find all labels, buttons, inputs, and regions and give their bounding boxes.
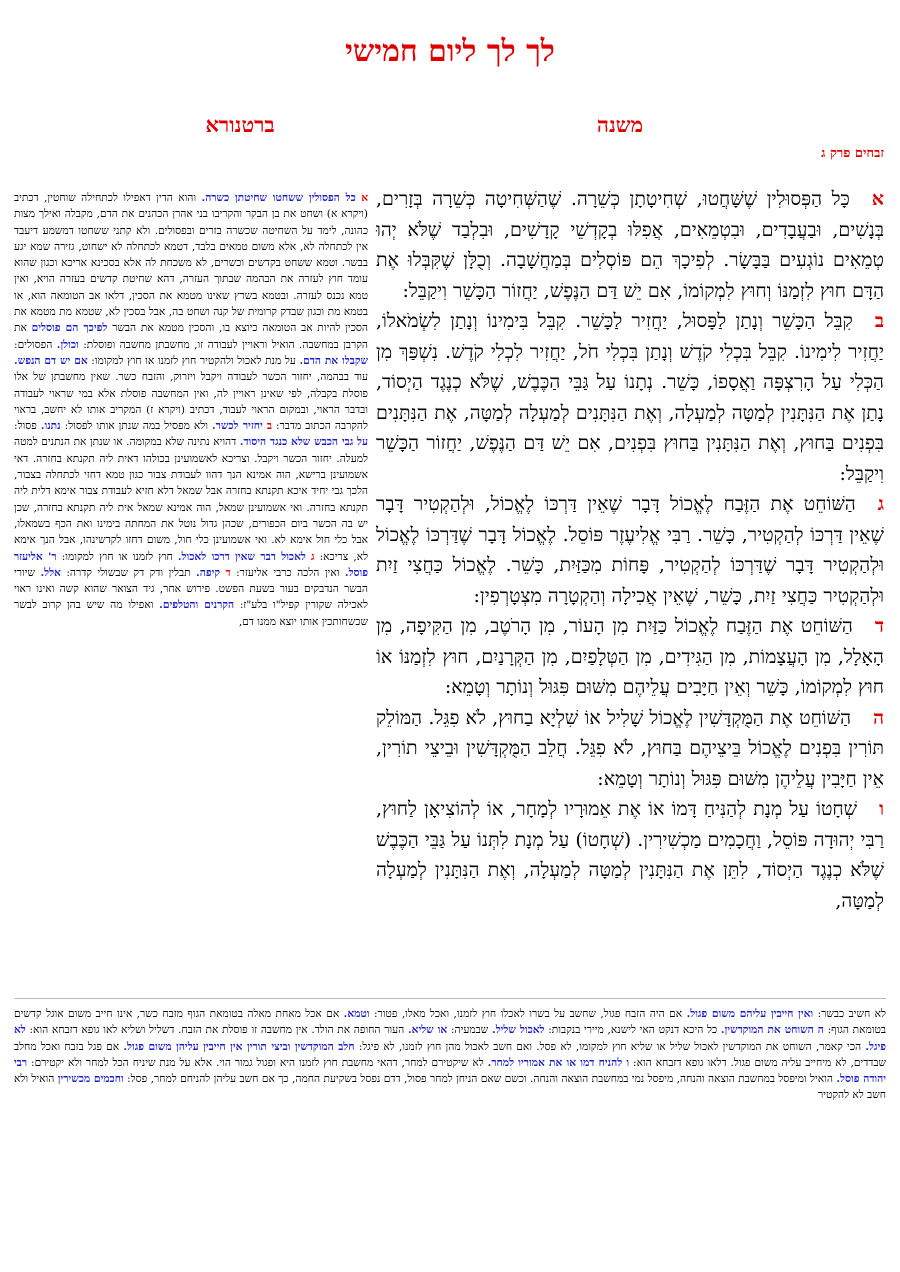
dibbur-hamatchil: שקבלו את הדם. <box>299 354 368 367</box>
bartenura-continuation <box>14 1006 886 1104</box>
mishnah-text <box>376 184 884 916</box>
dibbur-hamatchil: לאכול דבר שאין דרכו לאכול. <box>177 550 306 563</box>
mishnah-number: א <box>871 188 884 210</box>
dibbur-hamatchil: יחזיר לכשר. <box>211 420 263 433</box>
commentary-text: חוץ לזמנו או חוץ למקומו: <box>61 550 173 563</box>
dibbur-hamatchil: וטמא. <box>343 1008 370 1020</box>
commentary-text: לא חשיב כבשר: <box>817 1008 886 1020</box>
mishnah-body: הַשּׁוֹחֵט אֶת הַזֶּבַח לֶאֱכוֹל דָּבָר שֶׁאֵין דַּרְכּוֹ לֶאֱכוֹל, וּלְהַקְטִיר דָּבָר שֶׁאֵין דַּרְכּוֹ לְהַקְטִיר, כָּשֵׁר. רַבִּי אֱלִיעֶזֶר פּוֹסֵל. לֶאֱכוֹל דָּבָר שֶׁדַּרְכּוֹ לֶאֱכוֹל וּלְהַקְטִיר דָּבָר שֶׁדַּרְכּוֹ לְהַקְטִיר, פָּחוֹת מִכַּזַּיִת, כָּשֵׁר. לֶאֱכוֹל כַּחֲצִי זַיִת וּלְהַקְטִיר כַּחֲצִי זַיִת, כָּשֵׁר, שֶׁאֵין אֲכִילָה וְהַקְטָרָה מִצְטָרְפִין: <box>376 493 884 607</box>
mishnah-body: כָּל הַפְּסוּלִין שֶׁשָּׁחֲטוּ, שְׁחִיטָתָן כְּשֵׁרָה. שֶׁהַשְּׁחִיטָה כְּשֵׁרָה בְּזָרִים, בְּנָשִׁים, וּבַעֲבָדִים, וּבִטְמֵאִים, אֲפִלּוּ בְקָדְשֵׁי קָדָשִׁים, וּבִלְבַד שֶׁלֹּא יְהוּ טְמֵאִים נוֹגְעִים בַּבָּשָׂר. לְפִיכָךְ הֵם פּוֹסְלִים בְּמַחֲשָׁבָה. וְכֻלָּן שֶׁקִּבְּלוּ אֶת הַדָּם חוּץ לִזְמַנּוֹ וְחוּץ לִמְקוֹמוֹ, אִם יֵשׁ דַּם הַנֶּפֶשׁ, יַחֲזוֹר הַכָּשֵׁר וִיקַבֵּל: <box>376 188 884 302</box>
mishnah-paragraph <box>376 306 884 489</box>
dibbur-hamatchil: ואין חייבין עליהם משום פגול. <box>686 1008 814 1020</box>
dibbur-hamatchil: על גבי הכבש שלא כנגד היסוד. <box>239 436 368 449</box>
commentary-text: הפסולים: <box>14 338 53 351</box>
commentary-text: הואיל ולא חשב לא להקטיר <box>14 1073 886 1102</box>
dibbur-hamatchil: אם יש דם הנפש. <box>14 354 88 367</box>
dibbur-hamatchil: קיפה. <box>196 566 221 579</box>
dibbur-hamatchil: הקרנים והטלפים. <box>159 599 235 612</box>
commentary-text: והוא הדין דאפילו לכתחילה שוחטין, דכתיב (ויקרא א) ושחט את בן הבקר והקריבו בני אהרן הכהנים את הדם, מקבלה ואילך מצות כהונה, לימד על השחיטה שכשרה בזרים ובפסולים. ולא קתני ששחטו דמשמע דיעבד אין לכתחלה לא, אלא משום טמאים בלבד, דטמא לכתחלה לא ישחוט, גזירה שמא יגע בבשר. וטמא ששחט בקדשים וכשרים, לא משכחת לה אלא בסכינא אריכא וכגון שהוא עומד חוץ לעזרה את הבהמה שבתוך העזרה, דהא שחיטת קדשים בעזרה הויא, ואין טמא נכנס לעזרה. ובטמא בשרץ שאינו מטמא את הסכין, דלאו אב הטומאה הוא, או בטמא מת וכגון שבדק קרומית של קנה ושחט בה, אבל בסכין לא, שטמא מת מטמא את הסכין להיות אב הטומאה כיוצא בו, והסכין מטמא את הבשר <box>14 192 368 335</box>
commentary-text: ואין הלכה כרבי אליעזר: <box>236 566 340 579</box>
commentary-text: ולא מפסיל במה שנתן אותו לפסול: <box>64 420 208 433</box>
mishnah-body: הַשּׁוֹחֵט אֶת הַמֻּקְדָּשִׁין לֶאֱכוֹל שָׁלִיל אוֹ שִׁלְיָא בַחוּץ, לֹא פִגֵּל. הַמּוֹלֵק תּוֹרִין בִּפְנִים לֶאֱכוֹל בֵּיצֵיהֶם בַּחוּץ, לֹא פִגֵּל. חֲלֵב הַמֻּקְדָּשִׁין וּבֵיצֵי תוֹרִין, אֵין חַיָּבִין עֲלֵיהֶן מִשּׁוּם פִּגּוּל וְנוֹתָר וְטָמֵא: <box>376 706 884 790</box>
mishnah-number: ב <box>874 310 884 332</box>
commentary-text: עוד בבהמה, יחזור הכשר לעבודה ויקבל ויזרוק, והזבח כשר. שאין מחשבתן של אלו פוסלת בקבלה, לפי שאינן ראויין לה, ואין המחשבה פוסלת אלא במי שראוי לעבודה ובדבר הראוי, ובמקום הראוי לעבוד, דכתיב (ויקרא ז) המקריב אותו לא יחשב, בראוי להקרבה הכתוב מדבר: <box>14 371 368 433</box>
mishnah-paragraph <box>376 794 884 916</box>
divider <box>14 998 886 999</box>
commentary-text: כל היכא דנקט האי לישנא, מיירי בנקבות: <box>548 1024 718 1037</box>
mishnah-paragraph <box>376 703 884 795</box>
dibbur-hamatchil: נתנו. <box>40 420 61 433</box>
commentary-number: ג <box>310 550 315 563</box>
commentary-text: ואפילו מה שיש בהן קרוב לבשר שכשחותכין אותו יוצא ממנו דם, <box>14 599 368 628</box>
dibbur-hamatchil: וחכמים מכשירין <box>57 1073 124 1086</box>
dibbur-hamatchil: ו להניח דמו או את אמוריו למחר. <box>487 1056 630 1069</box>
commentary-flow <box>14 1006 886 1104</box>
dibbur-hamatchil: ה השוחט את המוקדשין. <box>720 1024 824 1037</box>
dibbur-hamatchil: או שליא. <box>407 1024 448 1037</box>
mishnah-paragraph <box>376 611 884 703</box>
commentary-number: ד <box>225 566 231 579</box>
commentary-flow <box>14 190 368 630</box>
mishna-column-header: משנה <box>596 112 644 137</box>
commentary-text: על מנת לאכול ולהקטיר חוץ לזמנו או חוץ למקומו: <box>91 354 296 367</box>
mishnah-body: קִבֵּל הַכָּשֵׁר וְנָתַן לַפָּסוּל, יַחֲזִיר לַכָּשֵׁר. קִבֵּל בִּימִינוֹ וְנָתַן לִשְׂמֹאלוֹ, יַחֲזִיר לִימִינוֹ. קִבֵּל בִּכְלִי קֹדֶשׁ וְנָתַן בִּכְלִי חֹל, יַחֲזִיר לִכְלִי קֹדֶשׁ. נִשְׁפַּךְ מִן הַכְּלִי עַל הָרִצְפָּה וַאֲסָפוֹ, כָּשֵׁר. נְתָנוֹ עַל גַּבֵּי הַכֶּבֶשׁ, שֶׁלֹּא כְנֶגֶד הַיְסוֹד, נָתַן אֶת הַנִּתָּנִין לְמַטָּה לְמַעְלָה, וְאֶת הַנִּתָּנִים לְמַעְלָה לְמַטָּה, אֶת הַנִּתָּנִים בִּפְנִים בַּחוּץ, וְאֶת הַנִּתָּנִין בַּחוּץ בִּפְנִים, אִם יֵשׁ דַּם הַנֶּפֶשׁ, יַחֲזוֹר הַכָּשֵׁר וִיקַבֵּל: <box>376 310 884 485</box>
mishnah-number: ה <box>873 706 884 729</box>
commentary-text: שבמעיה: <box>450 1024 489 1037</box>
commentary-text: לא שיקטירם למחר, דהאי מחשבת חוץ לזמנו היא ופגול גמור הוי. אלא על מנת שיניח הכל למחר ולא יקטירם: <box>31 1056 484 1069</box>
commentary-text: אם פגל בזבח ואכל מחלב שבדדים, לא מיחייב עליה משום פגול. דלאו גופא דזבחא הוא: <box>14 1040 886 1069</box>
mishnah-number: ג <box>877 493 884 515</box>
commentary-text: הכי קאמר, השוחט את המוקדשין לאכול שליל או שליא חוץ למקומו, לא פסל. ואם חשב לאכול מהן חוץ לזמנו, לא פיגל: <box>358 1040 862 1053</box>
commentary-number: ב <box>266 420 272 433</box>
dibbur-hamatchil: לא פיגל. <box>14 1024 887 1053</box>
dibbur-hamatchil: כל הפסולין ששחטו שחיטתן כשרה. <box>201 192 356 204</box>
commentary-text: דהויא נתינה שלא במקומה. או שנתן את הנתנים למטה למעלה. יחזור הכשר ויקבל. וצריכא לאשמועינן בכולהו דאית ליה תקנתא בחזרה. דאי אשמועינן ברישא, הוה אמינא הנך דהוו לעבודת צבור כגון טמא דחזי לכתחלה בצבור, הלכך גבי יחיד איכא תקנתא בחזרה אבל שמאל דלא חזיא לעבודת צבור אימא דלית ליה תקנתא בחזרה. ואי אשמועינן שמאל, הוה אמינא שמאל אית ליה תקנתא בחזרה, שכן יש בה הכשר ביום הכפורים, שכהן גדול נוטל את המחתה בימינו ואת הכף בשמאלו, אבל כלי חול אימא לא. ואי אשמועינן כלי חול, משום דחזו לקדשינהו, אבל הנך אימא לא, צריכא: <box>14 436 369 563</box>
mishnah-body: הַשּׁוֹחֵט אֶת הַזֶּבַח לֶאֱכוֹל כַּזַּיִת מִן הָעוֹר, מִן הָרֹטֶב, מִן הַקִּיפָה, מִן הָאָלָל, מִן הָעֲצָמוֹת, מִן הַגִּידִים, מִן הַטְּלָפַיִם, מִן הַקְּרָנַיִם, חוּץ לִזְמַנּוֹ אוֹ חוּץ לִמְקוֹמוֹ, כָּשֵׁר וְאֵין חַיָּבִים עֲלֵיהֶם מִשּׁוּם פִּגּוּל וְנוֹתָר וְטָמֵא: <box>376 615 884 698</box>
commentary-text: אם היה הזבח פגול, שחשב על בשרו לאכלו חוץ לזמנו, ואכל מאלו, פטור: <box>373 1008 683 1020</box>
commentary-text: תבלין ודק דק שבשולי קדרה: <box>66 566 191 579</box>
dibbur-hamatchil: לפיכך הם פוסלים <box>31 322 108 335</box>
commentary-text: שיורי הבשר הנדבקים בעור בשעת הפשט. פירוש אחר, גיד הצואר שהוא קשה ואינו ראוי לאכילה שקורין קפיל"ו בלע"ז: <box>14 566 368 612</box>
commentary-text: פסול: <box>14 420 37 433</box>
dibbur-hamatchil: ר' אליעזר פוסל. <box>14 550 369 579</box>
page-title: לך לך ליום חמישי <box>345 34 555 69</box>
dibbur-hamatchil: רבי יהודה פוסל. <box>14 1056 886 1086</box>
bartenura-column-header: ברטנורא <box>205 112 275 137</box>
mishnah-number: ו <box>879 798 884 820</box>
dibbur-hamatchil: לאכול שליל. <box>492 1024 545 1037</box>
mishnah-body: שְׁחָטוֹ עַל מְנָת לְהַנִּיחַ דָּמוֹ אוֹ אֶת אֵמוּרָיו לְמָחָר, אוֹ לְהוֹצִיאָן לַחוּץ, רַבִּי יְהוּדָה פּוֹסֵל, וַחֲכָמִים מַכְשִׁירִין. (שְׁחָטוֹ) עַל מְנָת לִתְּנוֹ עַל גַּבֵּי הַכֶּבֶשׁ שֶׁלֹּא כְנֶגֶד הַיְסוֹד, לִתֵּן אֶת הַנִּתָּנִין לְמַטָּה לְמַעְלָה, וְאֶת הַנִּתָּנִין לְמַעְלָה לְמַטָּה, <box>376 798 884 912</box>
mishnah-number: ד <box>874 615 884 637</box>
commentary-number: א <box>361 192 368 204</box>
commentary-text: את הקרבן במחשבה. הואיל וראויין לעבודה זו, מחשבתן מחשבה ופוסלת: <box>14 322 368 351</box>
dibbur-hamatchil: וכולן. <box>56 338 79 351</box>
dibbur-hamatchil: חלב המוקדשין וביצי תורין אין חייבין עליהן משום פגול. <box>123 1040 355 1053</box>
bartenura-commentary <box>14 190 368 630</box>
chapter-label: זבחים פרק ג <box>821 146 884 161</box>
commentary-text: אם אכל מאחת מאלה בטומאת הגוף מזבח כשר, אינו חייב משום אוגל קדשים בטומאת הגוף: <box>14 1008 886 1037</box>
mishnah-paragraph <box>376 184 884 306</box>
commentary-text: העור החופה את הולד. אין מחשבה זו פוסלת את הזבח. דשליל ושליא לאו גופא דזבחא הוא: <box>29 1024 405 1037</box>
commentary-text: הואיל ומיפסל במחשבת הוצאה והנחה, מיפסל נמי במחשבת הוצאה והנחה. וכשם שאם הניחן למחר פסול, דדם נפסל בשקיעת החמה, כך אם חשב עליהן להניחם למחר, פסל: <box>127 1073 833 1086</box>
dibbur-hamatchil: אלל. <box>40 566 61 579</box>
mishnah-paragraph <box>376 489 884 611</box>
